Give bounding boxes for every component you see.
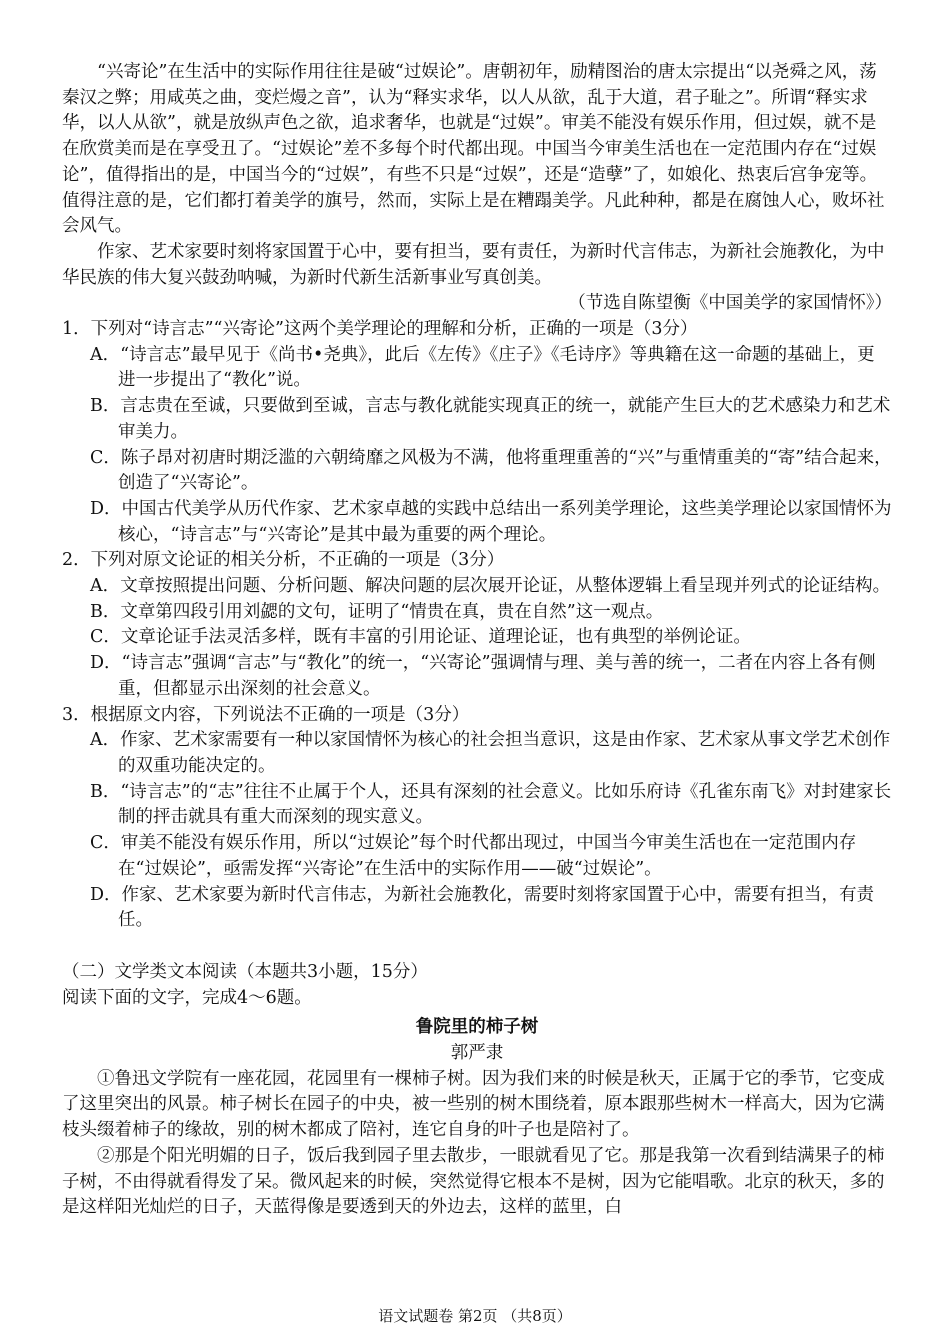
story-author: 郭严隶 (450, 1043, 504, 1064)
story-title: 鲁院里的柿子树 (415, 1017, 539, 1038)
question-option: D．作家、艺术家要为新时代言伟志，为新社会施教化，需要时刻将家国置于心中，需要有担当，有责任。 (90, 884, 875, 931)
section-heading: （二）文学类文本阅读（本题共3小题，15分） (62, 961, 428, 982)
passage-paragraph: 作家、艺术家要时刻将家国置于心中，要有担当，要有责任，为新时代言伟志，为新社会施教化，为中华民族的伟大复兴鼓劲呐喊，为新时代新生活新事业写真创美。 (62, 241, 885, 288)
section-instruction: 阅读下面的文字，完成4～6题。 (62, 987, 312, 1008)
story-paragraph: ①鲁迅文学院有一座花园，花园里有一棵柿子树。因为我们来的时候是秋天，正属于它的季节，它变成了这里突出的风景。柿子树长在园子的中央，被一些别的树木围绕着，原本跟那些树木一样高大，因为它满枝头缀着柿子的缘故，别的树木都成了陪衬，连它自身的叶子也是陪衬了。 (62, 1068, 885, 1141)
question-option: A．作家、艺术家需要有一种以家国情怀为核心的社会担当意识，这是由作家、艺术家从事文学艺术创作的双重功能决定的。 (90, 730, 891, 776)
question-option: D．“诗言志”强调“言志”与“教化”的统一，“兴寄论”强调情与理、美与善的统一，二者在内容上各有侧重，但都显示出深刻的社会意义。 (90, 653, 876, 699)
page-footer: 语文试题卷 第2页 （共8页） (378, 1307, 572, 1325)
passage-source: （节选自陈望衡《中国美学的家国情怀》） (568, 293, 892, 314)
question-option: B．“诗言志”的“志”往往不止属于个人，还具有深刻的社会意义。比如乐府诗《孔雀东南飞》对封建家长制的抨击就具有重大而深刻的现实意义。 (90, 781, 892, 828)
question-stem: 3．根据原文内容，下列说法不正确的一项是（3分） (62, 704, 470, 725)
question-stem: 2．下列对原文论证的相关分析，不正确的一项是（3分） (62, 550, 505, 571)
question-2 (62, 548, 892, 702)
question-option: B．言志贵在至诚，只要做到至诚，言志与教化就能实现真正的统一，就能产生巨大的艺术感染力和艺术审美力。 (90, 396, 891, 442)
exam-page (62, 60, 892, 1221)
question-3 (62, 703, 892, 934)
question-1 (62, 317, 892, 548)
question-option: A．“诗言志”最早见于《尚书•尧典》，此后《左传》《庄子》《毛诗序》等典籍在这一命题的基础上，更进一步提出了“教化”说。 (90, 344, 875, 391)
question-option: C．审美不能没有娱乐作用，所以“过娱论”每个时代都出现过，中国当今审美生活也在一定范围内存在“过娱论”，亟需发挥“兴寄论”在生活中的实际作用——破“过娱论”。 (90, 833, 857, 879)
question-option: C．文章论证手法灵活多样，既有丰富的引用论证、道理论证，也有典型的举例论证。 (90, 627, 751, 648)
question-option: B．文章第四段引用刘勰的文句，证明了“情贵在真，贵在自然”这一观点。 (90, 601, 664, 622)
story-paragraph: ②那是个阳光明媚的日子，饭后我到园子里去散步，一眼就看见了它。那是我第一次看到结满果子的柿子树，不由得就看得发了呆。微风起来的时候，突然觉得它根本不是树，因为它能唱歌。北京的秋天，多的是这样阳光灿烂的日子，天蓝得像是要透到天的外边去，这样的蓝里，白 (62, 1145, 885, 1218)
passage-paragraph: “兴寄论”在生活中的实际作用往往是破“过娱论”。唐朝初年，励精图治的唐太宗提出“以尧舜之风，荡秦汉之弊；用咸英之曲，变烂熳之音”，认为“释实求华，以人从欲，乱于大道，君子耻之”。所谓“释实求华，以人从欲”，就是放纵声色之欲，追求奢华，也就是“过娱”。审美不能没有娱乐作用，但过娱，就不是在欣赏美而是在享受丑了。“过娱论”差不多每个时代都出现。中国当今审美生活也在一定范围内存在“过娱论”，值得指出的是，中国当今的“过娱”，有些不只是“过娱”，还是“造孽”了，如娘化、热衷后宫争宠等。值得注意的是，它们都打着美学的旗号，然而，实际上是在糟蹋美学。凡此种种，都是在腐蚀人心，败坏社会风气。 (62, 62, 885, 237)
question-option: D．中国古代美学从历代作家、艺术家卓越的实践中总结出一系列美学理论，这些美学理论以家国情怀为核心，“诗言志”与“兴寄论”是其中最为重要的两个理论。 (90, 498, 892, 545)
question-option: A．文章按照提出问题、分析问题、解决问题的层次展开论证，从整体逻辑上看呈现并列式的论证结构。 (90, 576, 891, 597)
question-option: C．陈子昂对初唐时期泛滥的六朝绮靡之风极为不满，他将重理重善的“兴”与重情重美的“寄”结合起来，创造了“兴寄论”。 (90, 447, 892, 494)
question-stem: 1．下列对“诗言志”“兴寄论”这两个美学理论的理解和分析，正确的一项是（3分） (62, 319, 698, 340)
